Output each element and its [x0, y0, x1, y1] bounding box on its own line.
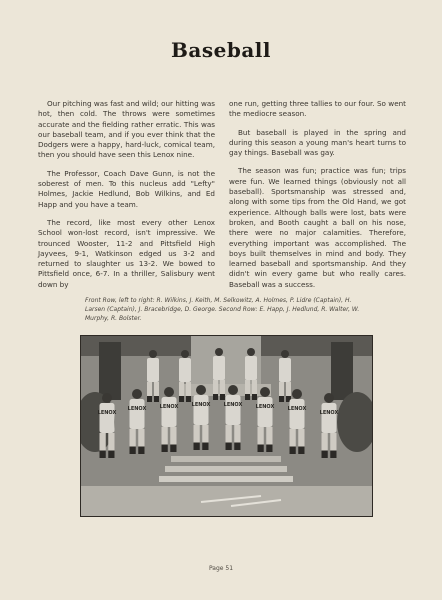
jersey-text: LENOX [191, 402, 211, 408]
left-text-column [38, 99, 215, 298]
photo-caption: Front Row, left to right: R. Wilkins, J. Keith, M. Selkowitz, A. Holmes, P. Lidre (Captain), H. Larsen (Captain), J. Bracebridge, D. George. Second Row: E. Happ, J. Hedlund, R. Walter, W. Murphy, R. Bolster. [85, 297, 360, 322]
jersey-text: LENOX [97, 410, 117, 416]
team-photo [80, 335, 373, 517]
paragraph: But baseball is played in the spring and during this season a young man's heart turns to gay things. Baseball was gay. [229, 127, 406, 158]
jersey-text: LENOX [287, 406, 307, 412]
paragraph: The season was fun; practice was fun; trips were fun. We learned things (obviously not all baseball). Sportsmanship was stressed and, along with some tips from the Old Hand, we got experience. Although balls were lost, bats were broken, and Booth caught a ball on his nose, there were no major calamities. Therefore, everything important was accomplished. The boys built themselves in mind and body. They learned baseball and sportsmanship. And they didn't win every game but who really cares. Baseball was a success. [229, 166, 406, 289]
jersey-text: LENOX [159, 404, 179, 410]
paragraph: The record, like most every other Lenox School won-lost record, isn't impressive. We trounced Wooster, 11-2 and Pittsfield High Jayvees, 9-1, Watkinson edged us 3-2 and returned to slaughter us 13-2. We bowed to Pittsfield once, 6-7. In a thriller, Salisbury went down by [38, 217, 215, 289]
team-photo-illustration [81, 336, 372, 516]
jersey-text: LENOX [319, 410, 339, 416]
jersey-text: LENOX [255, 404, 275, 410]
paragraph: one run, getting three tallies to our four. So went the mediocre season. [229, 99, 406, 119]
jersey-text: LENOX [223, 402, 243, 408]
paragraph: The Professor, Coach Dave Gunn, is not the soberest of men. To this nucleus add "Lefty" Holmes, Jackie Hedlund, Bob Wilkins, and Ed Happ and you have a team. [38, 168, 215, 209]
jersey-text: LENOX [127, 406, 147, 412]
paragraph: Our pitching was fast and wild; our hitting was hot, then cold. The throws were sometimes accurate and the fielding rather erratic. This was our baseball team, and if you ever think that the Dodgers were a happy, hard-luck, comical team, then you should have seen this Lenox nine. [38, 99, 215, 160]
page-number: Page 51 [208, 565, 234, 572]
page-title: Baseball [171, 38, 271, 62]
right-text-column [229, 99, 406, 298]
